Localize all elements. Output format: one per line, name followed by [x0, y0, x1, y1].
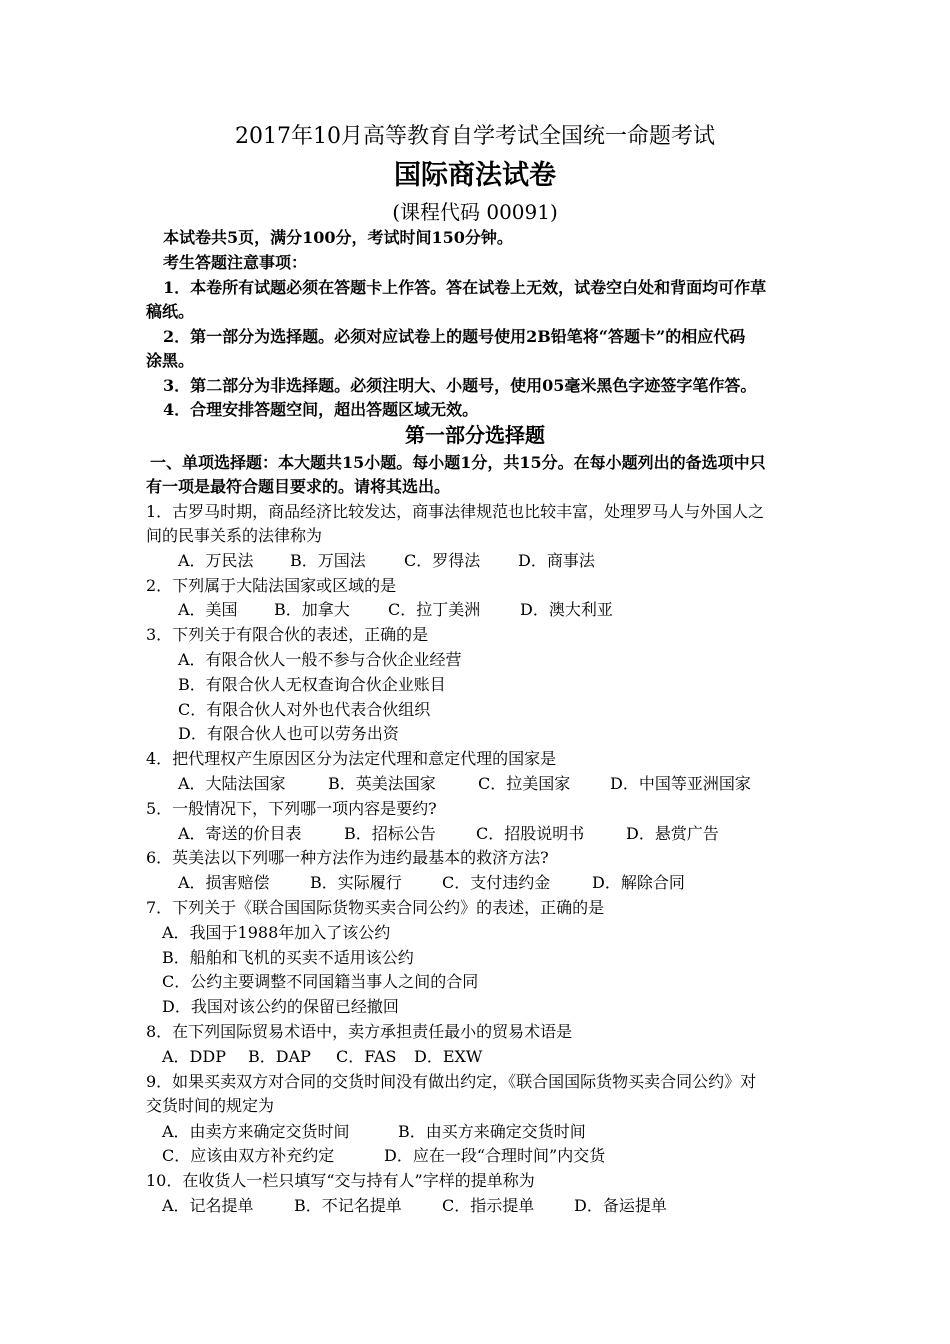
question-9-options-row-2 [162, 1144, 605, 1168]
question-6-option-a: A．损害赔偿 [178, 873, 270, 892]
question-5-options [178, 822, 719, 846]
note-item-4: 4．合理安排答题空间，超出答题区域无效。 [163, 400, 479, 419]
question-8-option-a: A．DDP [162, 1047, 226, 1066]
question-3-option-b: B．有限合伙人无权查询合伙企业账目 [178, 675, 446, 694]
question-2-option-a: A．美国 [178, 600, 238, 619]
part1-instruction-line-1: 一、单项选择题：本大题共15小题。每小题1分，共15分。在每小题列出的备选项中只 [150, 453, 766, 472]
exam-line: 2017年10月高等教育自学考试全国统一命题考试 [235, 124, 715, 149]
question-7-option-b: B．船舶和飞机的买卖不适用该公约 [162, 948, 414, 967]
course-code: (课程代码 00091) [392, 200, 558, 224]
question-4-option-c: C．拉美国家 [478, 774, 571, 793]
question-6-option-d: D．解除合同 [592, 873, 685, 892]
question-5-stem: 5．一般情况下，下列哪一项内容是要约? [146, 799, 437, 818]
question-8-option-d: D．EXW [414, 1047, 483, 1066]
question-10-stem: 10．在收货人一栏只填写“交与持有人”字样的提单称为 [146, 1171, 535, 1190]
question-10-options [162, 1194, 667, 1218]
question-1-option-d: D．商事法 [518, 551, 595, 570]
question-2-stem: 2．下列属于大陆法国家或区域的是 [146, 576, 397, 595]
question-6-option-b: B．实际履行 [310, 873, 402, 892]
question-4-option-b: B．英美法国家 [328, 774, 436, 793]
question-5-option-d: D．悬赏广告 [626, 824, 719, 843]
question-6-options [178, 871, 685, 895]
question-10-option-c: C．指示提单 [442, 1196, 535, 1215]
question-1-options [178, 549, 595, 573]
question-1-option-a: A．万民法 [178, 551, 254, 570]
question-7-stem: 7．下列关于《联合国国际货物买卖合同公约》的表述，正确的是 [146, 898, 605, 917]
question-9-option-b: B．由买方来确定交货时间 [398, 1122, 586, 1141]
note-item-3: 3．第二部分为非选择题。必须注明大、小题号，使用05毫米黑色字迹签字笔作答。 [163, 376, 757, 395]
question-10-option-d: D．备运提单 [574, 1196, 667, 1215]
question-8-options [162, 1045, 482, 1069]
question-1-stem-line-1: 1．古罗马时期，商品经济比较发达，商事法律规范也比较丰富，处理罗马人与外国人之 [146, 502, 765, 521]
question-8-stem: 8．在下列国际贸易术语中，卖方承担责任最小的贸易术语是 [146, 1022, 573, 1041]
part1-instruction-line-2: 有一项是最符合题目要求的。请将其选出。 [146, 477, 451, 496]
note-item-2-line-1: 2．第一部分为选择题。必须对应试卷上的题号使用2B铅笔将“答题卡”的相应代码 [163, 327, 746, 346]
question-4-options [178, 772, 751, 796]
question-3-option-a: A．有限合伙人一般不参与合伙企业经营 [178, 650, 462, 669]
note-item-2-line-2: 涂黑。 [146, 351, 195, 370]
question-9-stem-line-2: 交货时间的规定为 [146, 1096, 275, 1115]
question-9-option-c: C．应该由双方补充约定 [162, 1146, 335, 1165]
question-4-stem: 4．把代理权产生原因区分为法定代理和意定代理的国家是 [146, 749, 557, 768]
question-7-option-c: C．公约主要调整不同国籍当事人之间的合同 [162, 972, 479, 991]
question-7-option-a: A．我国于1988年加入了该公约 [162, 923, 391, 942]
question-4-option-d: D．中国等亚洲国家 [610, 774, 751, 793]
note-item-1-line-2: 稿纸。 [146, 302, 195, 321]
question-1-option-b: B．万国法 [290, 551, 366, 570]
question-2-option-c: C．拉丁美洲 [388, 600, 481, 619]
question-3-stem: 3．下列关于有限合伙的表述，正确的是 [146, 625, 429, 644]
question-5-option-a: A．寄送的价目表 [178, 824, 302, 843]
exam-summary: 本试卷共5页，满分100分，考试时间150分钟。 [163, 228, 513, 247]
question-9-option-a: A．由卖方来确定交货时间 [162, 1122, 350, 1141]
question-3-option-d: D．有限合伙人也可以劳务出资 [178, 724, 399, 743]
part1-title: 第一部分选择题 [405, 423, 545, 447]
question-10-option-b: B．不记名提单 [294, 1196, 402, 1215]
question-9-options-row-1 [162, 1120, 586, 1144]
question-3-option-c: C．有限合伙人对外也代表合伙组织 [178, 700, 431, 719]
question-2-options [178, 598, 613, 622]
question-5-option-b: B．招标公告 [344, 824, 436, 843]
question-6-option-c: C．支付违约金 [442, 873, 551, 892]
question-4-option-a: A．大陆法国家 [178, 774, 286, 793]
question-9-stem-line-1: 9．如果买卖双方对合同的交货时间没有做出约定，《联合国国际货物买卖合同公约》对 [146, 1072, 757, 1091]
question-1-stem-line-2: 间的民事关系的法律称为 [146, 526, 323, 545]
question-9-option-d: D．应在一段“合理时间”内交货 [384, 1146, 606, 1165]
question-2-option-b: B．加拿大 [274, 600, 350, 619]
question-1-option-c: C．罗得法 [404, 551, 481, 570]
question-8-option-c: C．FAS [336, 1047, 397, 1066]
question-7-option-d: D．我国对该公约的保留已经撤回 [162, 997, 399, 1016]
question-6-stem: 6．英美法以下列哪一种方法作为违约最基本的救济方法? [146, 848, 549, 867]
question-2-option-d: D．澳大利亚 [520, 600, 613, 619]
note-item-1-line-1: 1．本卷所有试题必须在答题卡上作答。答在试卷上无效，试卷空白处和背面均可作草 [163, 278, 767, 297]
question-5-option-c: C．招股说明书 [476, 824, 585, 843]
question-8-option-b: B．DAP [248, 1047, 311, 1066]
question-10-option-a: A．记名提单 [162, 1196, 254, 1215]
notes-heading: 考生答题注意事项： [163, 253, 308, 272]
paper-title: 国际商法试卷 [394, 160, 556, 191]
